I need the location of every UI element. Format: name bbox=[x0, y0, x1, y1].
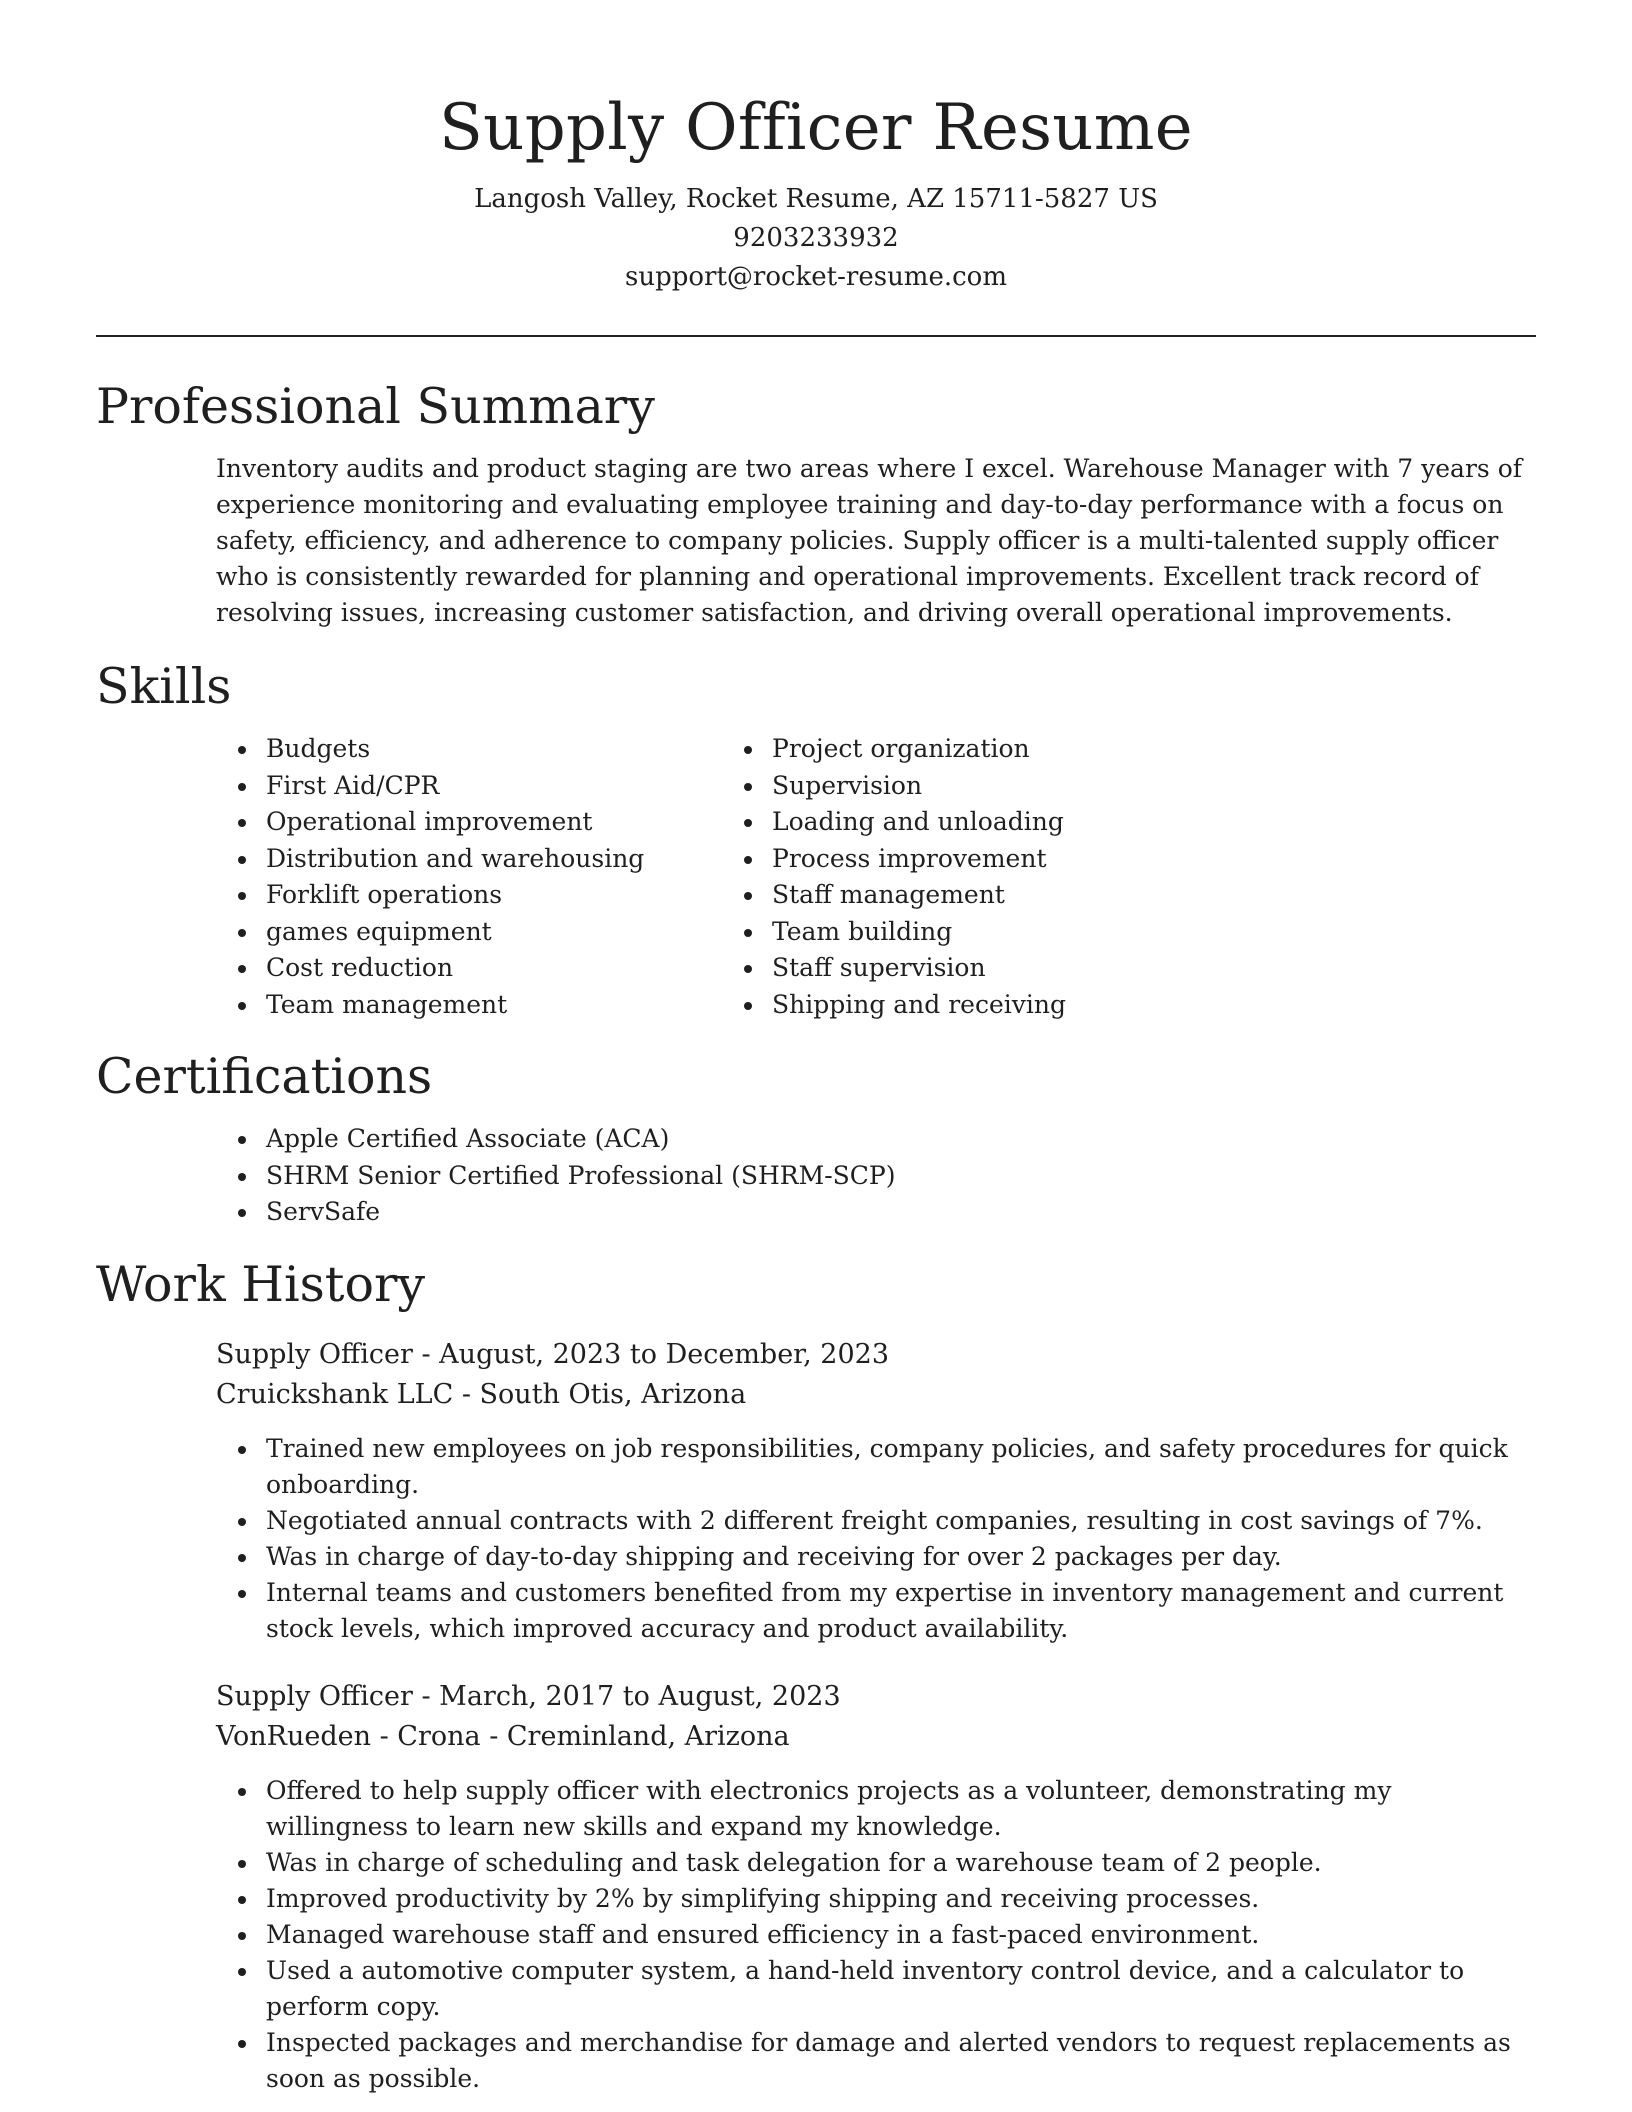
certifications-heading: Certifications bbox=[96, 1048, 433, 1105]
header-divider bbox=[96, 335, 1536, 337]
certification-item: • SHRM Senior Certified Professional (SHRM-SCP) bbox=[260, 1158, 1536, 1195]
job-entry bbox=[216, 1335, 1536, 1647]
work-history-section bbox=[96, 1253, 1536, 2097]
skill-item: • Distribution and warehousing bbox=[260, 841, 746, 878]
summary-section bbox=[96, 375, 1536, 631]
job-bullet: • Trained new employees on job responsibilities, company policies, and safety procedures for quick onboarding. bbox=[260, 1431, 1520, 1503]
skill-item: • Cost reduction bbox=[260, 950, 746, 987]
skill-item: • Shipping and receiving bbox=[766, 987, 1396, 1024]
skills-section bbox=[96, 655, 1536, 1023]
summary-heading: Professional Summary bbox=[96, 378, 655, 435]
skill-item: • First Aid/CPR bbox=[260, 768, 746, 805]
job-bullet: • Was in charge of day-to-day shipping and receiving for over 2 packages per day. bbox=[260, 1539, 1520, 1575]
job-entry bbox=[216, 1677, 1536, 2097]
skill-item: • Supervision bbox=[766, 768, 1396, 805]
email: support@rocket-resume.com bbox=[624, 262, 1007, 292]
job-bullet: • Offered to help supply officer with electronics projects as a volunteer, demonstrating my willingness to learn new skills and expand my knowledge. bbox=[260, 1773, 1520, 1845]
job-location: - South Otis, Arizona bbox=[453, 1378, 747, 1410]
job-bullets bbox=[216, 1431, 1520, 1647]
job-title: Supply Officer bbox=[216, 1338, 413, 1370]
job-bullet: • Inspected packages and merchandise for damage and alerted vendors to request replacements as soon as possible. bbox=[260, 2025, 1520, 2097]
job-bullet: • Used a automotive computer system, a hand-held inventory control device, and a calculator to perform copy. bbox=[260, 1953, 1520, 2025]
skill-item: • games equipment bbox=[260, 914, 746, 951]
work-history-heading: Work History bbox=[96, 1255, 426, 1313]
job-company: VonRueden - Crona bbox=[216, 1720, 481, 1752]
job-bullet: • Was in charge of scheduling and task delegation for a warehouse team of 2 people. bbox=[260, 1845, 1520, 1881]
job-dates: - August, 2023 to December, 2023 bbox=[412, 1338, 890, 1370]
skill-item: • Project organization bbox=[766, 731, 1396, 768]
job-bullet: • Improved productivity by 2% by simplifying shipping and receiving processes. bbox=[260, 1881, 1520, 1917]
job-company-line bbox=[216, 1717, 1536, 1757]
address: Langosh Valley, Rocket Resume, AZ 15711-5827 US bbox=[474, 184, 1158, 214]
resume-title: Supply Officer Resume bbox=[439, 91, 1193, 165]
certifications-list bbox=[96, 1121, 1536, 1231]
job-title: Supply Officer bbox=[216, 1680, 413, 1712]
skill-item: • Staff management bbox=[766, 877, 1396, 914]
job-company: Cruickshank LLC bbox=[216, 1378, 454, 1410]
skills-heading: Skills bbox=[96, 658, 232, 715]
certification-item: • Apple Certified Associate (ACA) bbox=[260, 1121, 1536, 1158]
job-bullet: • Managed warehouse staff and ensured efficiency in a fast-paced environment. bbox=[260, 1917, 1520, 1953]
skill-item: • Budgets bbox=[260, 731, 746, 768]
skill-item: • Team building bbox=[766, 914, 1396, 951]
job-dates: - March, 2017 to August, 2023 bbox=[412, 1680, 841, 1712]
job-title-line bbox=[216, 1677, 1536, 1717]
resume-header bbox=[96, 0, 1536, 297]
contact-block bbox=[96, 180, 1536, 297]
job-company-line bbox=[216, 1375, 1536, 1415]
job-bullet: • Internal teams and customers benefited from my expertise in inventory management and current stock levels, which improved accuracy and product availability. bbox=[260, 1575, 1520, 1647]
certification-item: • ServSafe bbox=[260, 1194, 1536, 1231]
job-location: - Creminland, Arizona bbox=[480, 1720, 790, 1752]
job-bullet: • Negotiated annual contracts with 2 different freight companies, resulting in cost savings of 7%. bbox=[260, 1503, 1520, 1539]
phone: 9203233932 bbox=[733, 223, 899, 253]
job-title-line bbox=[216, 1335, 1536, 1375]
skill-item: • Forklift operations bbox=[260, 877, 746, 914]
certifications-section bbox=[96, 1045, 1536, 1231]
skills-column-right bbox=[746, 731, 1396, 1023]
skills-grid bbox=[96, 731, 1536, 1023]
skills-column-left bbox=[96, 731, 746, 1023]
skill-item: • Operational improvement bbox=[260, 804, 746, 841]
skill-item: • Staff supervision bbox=[766, 950, 1396, 987]
job-bullets bbox=[216, 1773, 1520, 2097]
skill-item: • Loading and unloading bbox=[766, 804, 1396, 841]
skill-item: • Process improvement bbox=[766, 841, 1396, 878]
summary-text: Inventory audits and product staging are two areas where I excel. Warehouse Manager with 7 years of experience monitoring and evaluating employee training and day-to-day performance with a focus on safety, efficiency, and adherence to company policies. Supply officer is a multi-talented supply officer who is consistently rewarded for planning and operational improvements. Excellent track record of resolving issues, increasing customer satisfaction, and driving overall operational improvements. bbox=[216, 454, 1522, 627]
skill-item: • Team management bbox=[260, 987, 746, 1024]
